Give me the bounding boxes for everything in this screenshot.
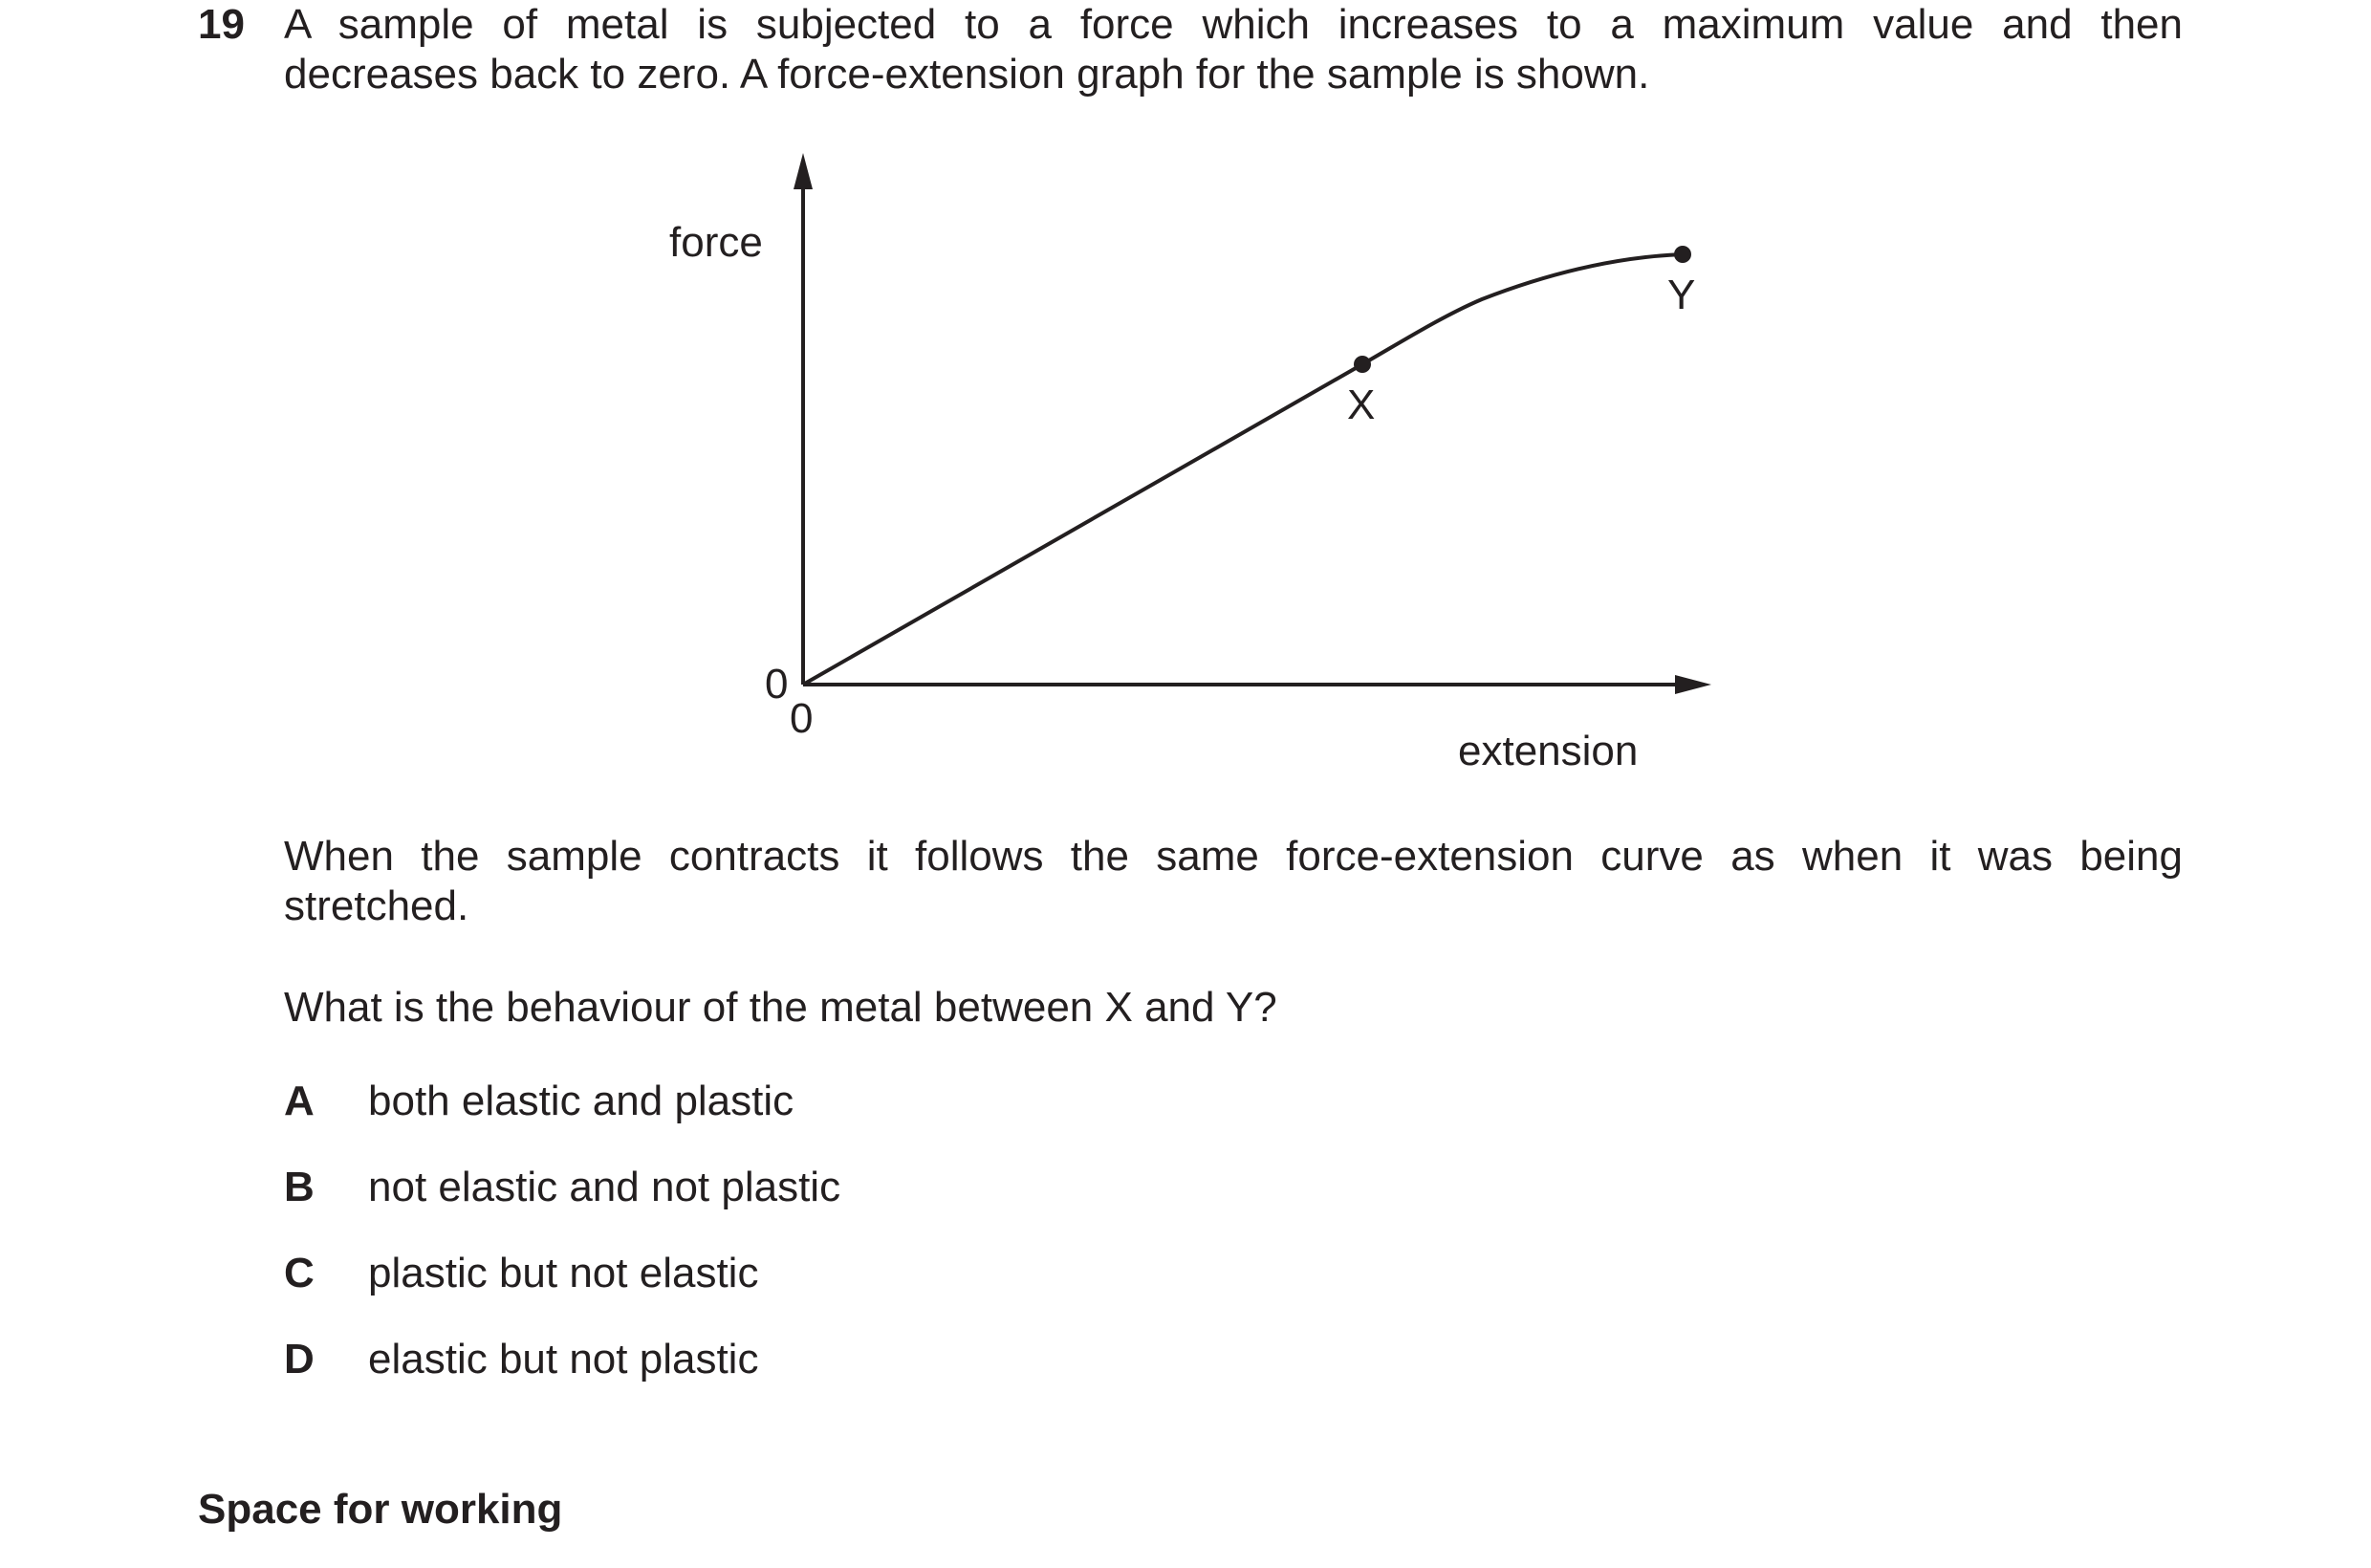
y-origin-label: 0 (765, 661, 789, 708)
y-axis-arrowhead (794, 153, 813, 189)
contract-paragraph (284, 832, 2183, 931)
x-axis-label: extension (1458, 728, 1639, 774)
option-letter: C (284, 1250, 315, 1296)
option-letter: A (284, 1078, 315, 1124)
y-axis-label: force (669, 219, 763, 266)
point-x-marker (1354, 356, 1371, 373)
option-letter: D (284, 1336, 315, 1383)
option-text: elastic but not plastic (368, 1336, 759, 1383)
option-text: not elastic and not plastic (368, 1164, 841, 1210)
question-prompt: What is the behaviour of the metal between X and Y? (284, 984, 1277, 1031)
x-origin-label: 0 (790, 695, 814, 742)
question-number: 19 (198, 1, 245, 48)
stem-line-2: decreases back to zero. A force-extension graph for the sample is shown. (284, 51, 1650, 98)
point-y-marker (1674, 246, 1691, 263)
option-text: plastic but not elastic (368, 1250, 759, 1296)
space-for-working-label: Space for working (198, 1486, 563, 1533)
force-extension-curve (803, 254, 1683, 685)
point-y-label: Y (1667, 272, 1696, 318)
contract-line-2: stretched. (284, 882, 469, 929)
stem-line-1: A sample of metal is subjected to a force which increases to a maximum value and then (284, 1, 2183, 48)
option-text: both elastic and plastic (368, 1078, 794, 1124)
contract-line-1: When the sample contracts it follows the same force-extension curve as when it was being (284, 833, 2183, 880)
x-axis-arrowhead (1675, 675, 1711, 694)
point-x-label: X (1347, 381, 1376, 428)
option-letter: B (284, 1164, 315, 1210)
